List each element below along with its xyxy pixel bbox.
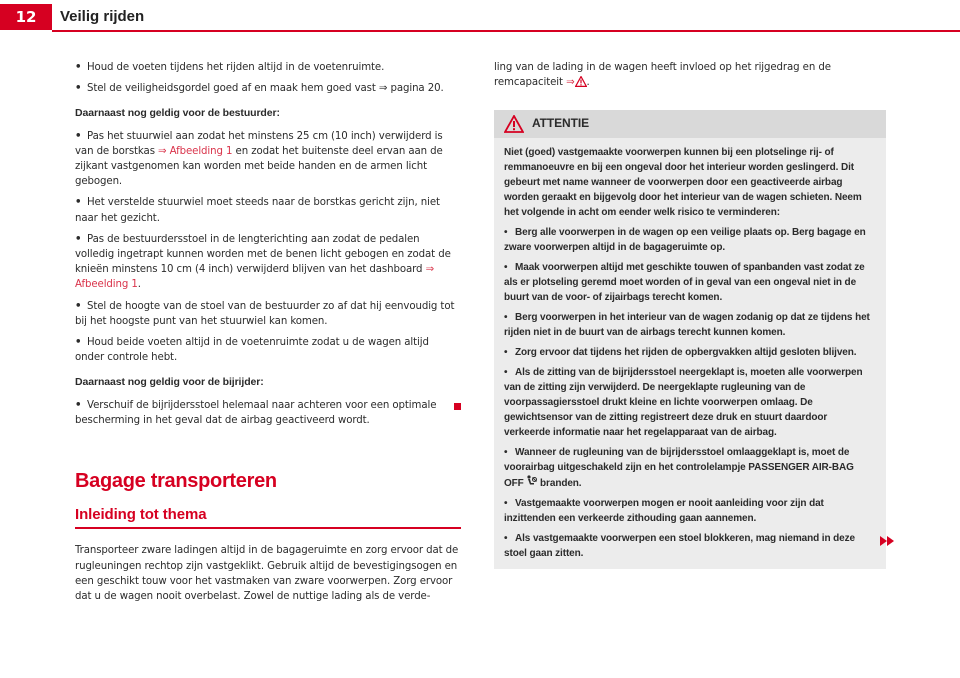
warning-triangle-icon <box>504 115 524 138</box>
next-page-arrow-icon[interactable] <box>880 532 896 551</box>
page-header <box>0 0 960 34</box>
bullet-seatbelt-text: Stel de veiligheidsgordel goed af en maak hem goed vast <box>87 83 379 95</box>
continued-text: ling van de lading in de wagen heeft invloed op het rijgedrag en de remcapaciteit <box>494 62 831 89</box>
bullet-seat-height: • Stel de hoogte van de stoel van de bestuurder zo af dat hij eenvoudig tot bij het hoogste punt van het stuurwiel kan komen. <box>75 299 461 329</box>
header-rule <box>52 30 960 32</box>
bullet-both-feet: • Houd beide voeten altijd in de voetenruimte zodat u de wagen altijd onder controle hebt. <box>75 335 461 365</box>
figure-link[interactable]: ⇒ Afbeelding 1 <box>158 145 233 157</box>
figure-link[interactable]: ⇒ Afbeelding 1 <box>75 264 434 291</box>
continued-end: . <box>586 77 590 89</box>
warning-triangle-icon <box>575 76 587 92</box>
warning-item: • Als vastgemaakte voorwerpen een stoel blokkeren, mag niemand in deze stoel gaan zitten. <box>504 531 876 561</box>
warning-intro: Niet (goed) vastgemaakte voorwerpen kunnen bij een plotselinge rij- of remmanoeuvre en bij een ongeval door het interieur worden geslingerd. Dit gebeurt met name wanneer de voorwerpen door een geactiveerde airbag worden geraakt en bijgevolg door het interieur van de wagen schieten. Neem het volgende in acht om eender welk risico te verminderen: <box>504 147 862 219</box>
passenger-subheading: Daarnaast nog geldig voor de bijrijder: <box>75 376 264 389</box>
warning-title: ATTENTIE <box>532 116 589 131</box>
left-column <box>75 60 461 610</box>
section-title: Bagage transporteren <box>75 470 277 493</box>
warning-item: • Berg voorwerpen in het interieur van de wagen zodanig op dat ze tijdens het rijden niet in de buurt van de airbags terecht kunnen komen. <box>504 310 876 340</box>
end-of-section-icon <box>454 403 461 410</box>
warning-item: • Vastgemaakte voorwerpen mogen er nooit aanleiding voor zijn dat inzittenden een verkeerde zithouding gaan aannemen. <box>504 496 876 526</box>
chapter-title: Veilig rijden <box>60 8 145 25</box>
warning-item-airbag <box>504 445 876 491</box>
driver-subheading: Daarnaast nog geldig voor de bestuurder: <box>75 107 280 120</box>
warning-body <box>494 138 886 569</box>
warning-item: • Berg alle voorwerpen in de wagen op een veilige plaats op. Berg bagage en zware voorwerpen altijd in de bagageruimte op. <box>504 225 876 255</box>
warning-header <box>494 110 886 138</box>
page-reference: ⇒ pagina 20. <box>378 83 444 95</box>
warning-reference[interactable]: ⇒ <box>566 77 575 89</box>
warning-airbag-text: Wanneer de rugleuning van de bijrijdersstoel omlaaggeklapt is, moet de voorairbag uitgeschakeld zijn en het controlelampje PASSENGER AIR-BAG OFF <box>504 447 854 490</box>
warning-item: • Als de zitting van de bijrijdersstoel neergeklapt is, moeten alle voorwerpen van de zitting zijn verwijderd. De neergeklapte rugleuning van de voorpassagiersstoel drukt kleine en lichte voorwerpen omlaag. De gewichtsensor van de zitting registreert deze druk en stuurt daardoor verkeerde informatie naar het regelapparaat van de airbag. <box>504 365 876 440</box>
warning-airbag-end: branden. <box>537 478 582 490</box>
bullet-seatbelt <box>75 81 461 96</box>
warning-item: • Maak voorwerpen altijd met geschikte touwen of spanbanden vast zodat ze als er plotseling geremd moet worden of in geval van een ongeval niet in de buurt van de voor- of zijairbags terecht komen. <box>504 260 876 305</box>
warning-box <box>494 110 886 569</box>
page-number: 12 <box>0 4 52 30</box>
bullet-passenger-text: Verschuif de bijrijdersstoel helemaal naar achteren voor een optimale bescherming in het geval dat de airbag geactiveerd wordt. <box>75 399 437 426</box>
bullet-feet: • Houd de voeten tijdens het rijden altijd in de voetenruimte. <box>75 60 461 75</box>
warning-item: • Zorg ervoor dat tijdens het rijden de opbergvakken altijd gesloten blijven. <box>504 345 876 360</box>
airbag-off-icon <box>526 478 537 489</box>
bullet-driver-seat-end: . <box>137 279 141 291</box>
bullet-steering-wheel <box>75 129 461 190</box>
right-column <box>494 60 886 569</box>
bullet-wheel-direction: • Het verstelde stuurwiel moet steeds naar de borstkas gericht zijn, niet naar het gezicht. <box>75 195 461 225</box>
bullet-steering-rest: en zodat het buitenste deel ervan aan de zijkant vastgenomen kan worden met beide handen en de armen licht gebogen. <box>75 145 443 188</box>
bullet-driver-seat <box>75 232 461 293</box>
bullet-steering-text: Pas het stuurwiel aan zodat het minstens 25 cm (10 inch) verwijderd is van de borstkas <box>75 130 443 157</box>
subsection-title: Inleiding tot thema <box>75 507 461 529</box>
continued-paragraph <box>494 60 886 92</box>
bullet-driver-seat-text: Pas de bestuurdersstoel in de lengterichting aan zodat de pedalen volledig ingetrapt kunnen worden met de benen licht gebogen en zodat de knieën minstens 10 cm (4 inch) verwijderd blijven van het dashboard <box>75 233 451 276</box>
intro-paragraph: Transporteer zware ladingen altijd in de bagageruimte en zorg ervoor dat de rugleuningen rechtop zijn vastgeklikt. Gebruik altijd de bevestigingsogen en een geschikt touw voor het vastmaken van zware voorwerpen. Zorg ervoor dat u de wagen nooit overbelast. Zowel de nuttige lading als de verde- <box>75 545 459 603</box>
bullet-passenger-seat <box>75 398 461 428</box>
